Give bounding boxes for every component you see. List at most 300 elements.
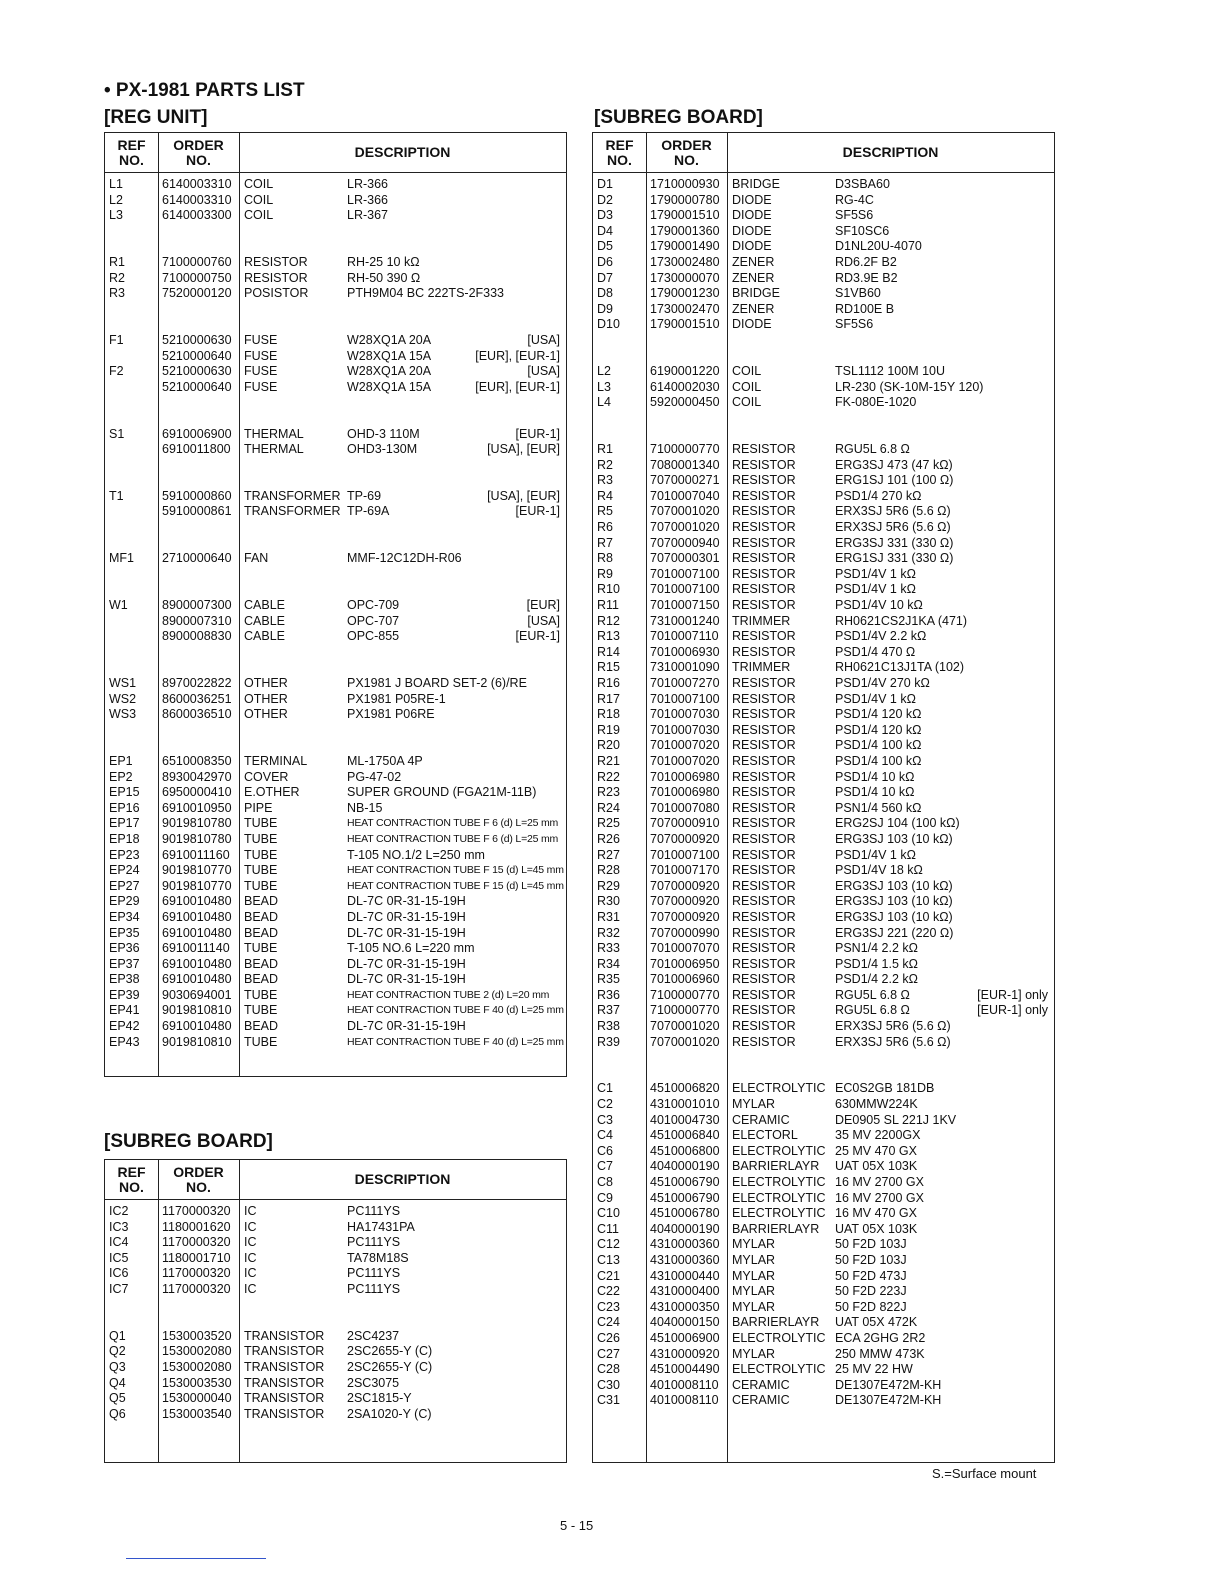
ref-no-cell: WS1: [109, 676, 137, 690]
part-type-cell: BEAD: [244, 972, 279, 987]
order-no-cell: 7010007110: [650, 629, 719, 644]
part-type-cell: TRANSISTOR: [244, 1406, 325, 1421]
part-spec-cell: PSD1/4V 270 kΩ: [835, 676, 930, 690]
order-no-cell: 6910011160: [162, 847, 230, 862]
order-no-cell: 7070001020: [650, 520, 720, 535]
row-spacer: [593, 1050, 1054, 1066]
table-header: [105, 1160, 566, 1200]
part-spec-cell: RGU5L 6.8 Ω: [835, 442, 910, 457]
order-no-cell: 6910010480: [162, 894, 232, 909]
part-type-cell: IC: [244, 1219, 257, 1234]
ref-no-cell: C31: [597, 1393, 620, 1408]
row-spacer: [105, 645, 566, 661]
order-no-cell: 4310000920: [650, 1346, 720, 1361]
order-no-cell: 9019810770: [162, 863, 232, 878]
row-spacer: [593, 333, 1054, 349]
ref-no-cell: EP16: [109, 800, 140, 815]
ref-no-cell: C1: [597, 1081, 613, 1096]
row-spacer: [105, 567, 566, 583]
table-row: [593, 582, 1054, 598]
part-type-cell: RESISTOR: [732, 644, 796, 659]
order-no-cell: 7070000920: [650, 831, 720, 846]
part-spec-cell: PG-47-02: [347, 769, 402, 784]
table-row: [593, 1128, 1054, 1144]
table-row: [593, 785, 1054, 801]
row-spacer: [105, 224, 566, 240]
table-row: [105, 941, 566, 957]
part-type-cell: TUBE: [244, 863, 278, 878]
order-no-cell: 7010006980: [650, 769, 720, 784]
part-type-cell: FUSE: [244, 379, 278, 394]
part-spec-cell: PSD1/4V 10 kΩ: [835, 598, 923, 613]
ref-no-cell: R28: [597, 863, 620, 878]
part-type-cell: RESISTOR: [732, 894, 796, 909]
part-type-cell: MYLAR: [732, 1252, 776, 1267]
ref-no-cell: EP42: [109, 1019, 140, 1034]
row-spacer: [105, 458, 566, 474]
order-no-cell: 4310000360: [650, 1252, 720, 1267]
ref-no-cell: EP41: [109, 1003, 140, 1018]
part-type-cell: DIODE: [732, 192, 772, 207]
table-row: [105, 1019, 566, 1035]
ref-no-cell: R25: [597, 816, 620, 831]
part-type-cell: RESISTOR: [732, 800, 796, 815]
part-spec-cell: RD100E B: [835, 301, 895, 316]
part-spec-cell: ERG1SJ 101 (100 Ω): [835, 473, 954, 488]
order-no-cell: 1710000930: [650, 177, 720, 191]
part-type-cell: IC: [244, 1235, 257, 1250]
part-spec-cell: 2SC4237: [347, 1328, 400, 1343]
part-spec-cell: OPC-707: [347, 613, 400, 628]
table-row: [105, 1344, 566, 1360]
part-spec-cell: TP-69A: [347, 504, 390, 519]
part-spec-cell: T-105 NO.6 L=220 mm: [347, 941, 475, 956]
part-spec-cell: ERG3SJ 103 (10 kΩ): [835, 894, 953, 909]
ref-no-cell: Q5: [109, 1391, 126, 1406]
part-spec-cell: OPC-855: [347, 629, 400, 644]
table-row: [593, 645, 1054, 661]
order-no-cell: 6910010480: [162, 956, 232, 971]
part-spec-cell: UAT 05X 103K: [835, 1221, 918, 1236]
order-no-cell: 4040000150: [650, 1315, 720, 1330]
part-type-cell: RESISTOR: [732, 488, 796, 503]
ref-no-cell: C10: [597, 1206, 620, 1221]
table-row: [593, 551, 1054, 567]
order-no-cell: 5210000630: [162, 332, 232, 347]
table-row: [105, 1376, 566, 1392]
part-spec-cell: 50 F2D 473J: [835, 1268, 907, 1283]
table-row: [593, 1144, 1054, 1160]
part-type-cell: FAN: [244, 551, 269, 566]
part-type-cell: RESISTOR: [732, 457, 796, 472]
order-no-cell: 8970022822: [162, 676, 232, 690]
order-no-cell: 1180001710: [162, 1250, 231, 1265]
row-spacer: [105, 395, 566, 411]
part-type-cell: MYLAR: [732, 1346, 776, 1361]
ref-no-cell: C3: [597, 1112, 613, 1127]
ref-no-cell: L4: [597, 395, 611, 410]
table-row: [105, 614, 566, 630]
part-type-cell: TUBE: [244, 816, 278, 831]
part-spec-cell: PTH9M04 BC 222TS-2F333: [347, 286, 505, 301]
table-row: [593, 1378, 1054, 1394]
table-row: [105, 1266, 566, 1282]
order-no-cell: 4040000190: [650, 1159, 720, 1174]
table-row: [105, 707, 566, 723]
part-type-cell: BEAD: [244, 956, 279, 971]
table-row: [593, 1300, 1054, 1316]
part-type-cell: RESISTOR: [732, 442, 796, 457]
row-spacer: [105, 582, 566, 598]
order-no-cell: 7010007100: [650, 847, 720, 862]
part-type-cell: RESISTOR: [732, 598, 796, 613]
table-row: [593, 458, 1054, 474]
ref-no-cell: IC7: [109, 1281, 129, 1296]
part-spec-cell: ML-1750A 4P: [347, 753, 423, 768]
table-header: [593, 133, 1054, 173]
part-spec-cell: UAT 05X 472K: [835, 1315, 918, 1330]
table-row: [593, 567, 1054, 583]
table-row: [593, 193, 1054, 209]
table-row: [105, 1360, 566, 1376]
table-row: [593, 910, 1054, 926]
ref-no-cell: F2: [109, 364, 124, 379]
ref-no-cell: D7: [597, 270, 613, 285]
order-no-cell: 6140003310: [162, 192, 232, 207]
table-row: [105, 972, 566, 988]
part-type-cell: BARRIERLAYR: [732, 1159, 820, 1174]
ref-no-cell: C23: [597, 1299, 620, 1314]
part-type-cell: ZENER: [732, 254, 775, 269]
table-row: [105, 988, 566, 1004]
part-spec-cell: PSD1/4 470 Ω: [835, 644, 916, 659]
part-type-cell: RESISTOR: [732, 925, 796, 940]
part-spec-cell: OPC-709: [347, 598, 400, 613]
ref-no-cell: C8: [597, 1175, 613, 1189]
part-type-cell: RESISTOR: [732, 753, 796, 768]
part-spec-cell: PSD1/4V 1 kΩ: [835, 566, 916, 581]
order-no-cell: 1170000320: [162, 1266, 231, 1281]
ref-no-cell: EP37: [109, 956, 140, 971]
table-row: [593, 224, 1054, 240]
order-no-cell: 5210000640: [162, 348, 232, 363]
part-spec-cell: EC0S2GB 181DB: [835, 1081, 935, 1096]
part-spec-cell: HEAT CONTRACTION TUBE F 6 (d) L=25 mm: [347, 817, 559, 830]
part-type-cell: RESISTOR: [244, 270, 308, 285]
order-no-cell: 7010007020: [650, 753, 720, 768]
part-type-cell: CABLE: [244, 613, 285, 628]
order-no-cell: 7070000920: [650, 909, 720, 924]
order-no-cell: 4310000400: [650, 1284, 720, 1299]
table-row: [593, 770, 1054, 786]
order-no-cell: 8600036510: [162, 707, 232, 722]
table-row: [593, 848, 1054, 864]
part-spec-cell: RG-4C: [835, 192, 874, 207]
order-no-cell: 7100000770: [650, 442, 720, 457]
table-row: [105, 863, 566, 879]
order-no-cell: 7010007070: [650, 941, 720, 956]
ref-no-cell: C22: [597, 1284, 620, 1299]
ref-no-cell: R2: [109, 270, 125, 285]
order-no-cell: 6910011140: [162, 941, 230, 956]
part-type-cell: FUSE: [244, 332, 278, 347]
table-row: [105, 598, 566, 614]
part-spec-cell: HEAT CONTRACTION TUBE F 40 (d) L=25 mm: [347, 1035, 564, 1048]
part-spec-cell: RH-50 390 Ω: [347, 270, 421, 285]
order-no-cell: 8930042970: [162, 769, 232, 784]
table-row: [593, 442, 1054, 458]
part-type-cell: TRANSISTOR: [244, 1375, 325, 1390]
part-spec-cell: PX1981 P06RE: [347, 707, 435, 722]
part-type-cell: CERAMIC: [732, 1377, 790, 1392]
part-type-cell: TRIMMER: [732, 613, 791, 628]
part-type-cell: RESISTOR: [732, 785, 796, 800]
version-note-cell: [USA]: [527, 613, 560, 628]
ref-no-cell: IC2: [109, 1204, 129, 1218]
part-type-cell: RESISTOR: [732, 1034, 796, 1049]
part-type-cell: RESISTOR: [732, 878, 796, 893]
ref-no-cell: WS3: [109, 707, 137, 722]
part-type-cell: TUBE: [244, 847, 278, 862]
table-row: [593, 1222, 1054, 1238]
order-no-cell: 4510006790: [650, 1175, 720, 1189]
part-spec-cell: ERX3SJ 5R6 (5.6 Ω): [835, 1019, 951, 1034]
ref-no-cell: R7: [597, 535, 613, 550]
part-type-cell: IC: [244, 1281, 257, 1296]
order-no-cell: 7070001020: [650, 1019, 720, 1034]
part-type-cell: RESISTOR: [732, 566, 796, 581]
ref-no-cell: R21: [597, 753, 620, 768]
order-no-cell: 6910010950: [162, 800, 232, 815]
part-type-cell: TUBE: [244, 1034, 278, 1049]
part-spec-cell: NB-15: [347, 800, 383, 815]
subreg-right-table: [592, 132, 1055, 1463]
ref-no-cell: R37: [597, 1003, 620, 1018]
order-no-cell: 1170000320: [162, 1204, 231, 1218]
table-row: [105, 770, 566, 786]
order-no-cell: 7010006980: [650, 785, 720, 800]
part-type-cell: TRANSISTOR: [244, 1359, 325, 1374]
subreg-right-title: [SUBREG BOARD]: [594, 107, 763, 128]
ref-no-cell: R35: [597, 972, 620, 987]
part-spec-cell: RH0621CS2J1KA (471): [835, 613, 968, 628]
part-type-cell: E.OTHER: [244, 785, 300, 800]
table-header: [105, 133, 566, 173]
ref-no-cell: C9: [597, 1190, 613, 1205]
part-type-cell: TRANSISTOR: [244, 1391, 325, 1406]
part-type-cell: POSISTOR: [244, 286, 309, 301]
row-spacer: [105, 473, 566, 489]
part-type-cell: RESISTOR: [732, 831, 796, 846]
table-row: [105, 333, 566, 349]
row-spacer: [593, 1066, 1054, 1082]
table-row: [593, 754, 1054, 770]
order-no-cell: 7070000940: [650, 535, 720, 550]
row-spacer: [105, 723, 566, 739]
order-no-cell: 6910010480: [162, 909, 232, 924]
part-spec-cell: W28XQ1A 15A: [347, 348, 432, 363]
ref-no-cell: C4: [597, 1128, 613, 1143]
order-no-cell: 7010007100: [650, 566, 720, 581]
order-no-cell: 5910000861: [162, 504, 232, 519]
ref-no-cell: EP1: [109, 753, 133, 768]
part-spec-cell: 2SC2655-Y (C): [347, 1359, 433, 1374]
ref-no-cell: D4: [597, 223, 613, 238]
ref-no-cell: Q2: [109, 1344, 126, 1359]
part-spec-cell: RGU5L 6.8 Ω: [835, 987, 910, 1002]
version-note-cell: [USA]: [527, 332, 560, 347]
ref-no-cell: R20: [597, 738, 620, 753]
part-spec-cell: 630MMW224K: [835, 1097, 918, 1112]
part-type-cell: MYLAR: [732, 1268, 776, 1283]
part-type-cell: IC: [244, 1250, 257, 1265]
table-row: [593, 1035, 1054, 1051]
table-row: [105, 926, 566, 942]
ref-no-cell: D5: [597, 239, 613, 254]
table-row: [105, 1003, 566, 1019]
part-spec-cell: TSL1112 100M 10U: [835, 364, 946, 379]
part-type-cell: DIODE: [732, 208, 772, 223]
part-spec-cell: PSD1/4 10 kΩ: [835, 785, 915, 800]
part-spec-cell: ERG1SJ 331 (330 Ω): [835, 551, 954, 566]
table-row: [105, 349, 566, 365]
header-ref-no: REF NO.: [117, 136, 146, 168]
part-type-cell: RESISTOR: [732, 847, 796, 862]
ref-no-cell: R31: [597, 909, 620, 924]
ref-no-cell: EP43: [109, 1034, 140, 1049]
part-type-cell: THERMAL: [244, 426, 304, 441]
part-type-cell: RESISTOR: [732, 941, 796, 956]
table-row: [593, 1019, 1054, 1035]
part-spec-cell: ERG3SJ 103 (10 kΩ): [835, 878, 953, 893]
ref-no-cell: D1: [597, 177, 613, 191]
part-spec-cell: DL-7C 0R-31-15-19H: [347, 894, 466, 909]
table-row: [593, 504, 1054, 520]
table-row: [105, 801, 566, 817]
part-spec-cell: DL-7C 0R-31-15-19H: [347, 1019, 466, 1034]
table-row: [105, 208, 566, 224]
part-spec-cell: T-105 NO.1/2 L=250 mm: [347, 847, 485, 862]
part-spec-cell: ERG3SJ 103 (10 kΩ): [835, 909, 953, 924]
part-type-cell: COVER: [244, 769, 289, 784]
part-spec-cell: ECA 2GHG 2R2: [835, 1330, 926, 1345]
order-no-cell: 1790001510: [650, 208, 720, 223]
order-no-cell: 7100000760: [162, 254, 232, 269]
order-no-cell: 6140003300: [162, 208, 232, 223]
table-row: [593, 1237, 1054, 1253]
row-spacer: [105, 660, 566, 676]
part-type-cell: RESISTOR: [732, 520, 796, 535]
ref-no-cell: R4: [597, 488, 613, 503]
order-no-cell: 6140003310: [162, 177, 232, 191]
table-row: [593, 926, 1054, 942]
ref-no-cell: T1: [109, 488, 124, 503]
order-no-cell: 4510006780: [650, 1206, 720, 1221]
order-no-cell: 1790001230: [650, 286, 720, 301]
order-no-cell: 4510006840: [650, 1128, 720, 1143]
part-spec-cell: PC111YS: [347, 1204, 401, 1218]
table-row: [593, 614, 1054, 630]
reg-unit-title: [REG UNIT]: [104, 107, 208, 128]
ref-no-cell: EP38: [109, 972, 140, 987]
table-row: [593, 832, 1054, 848]
ref-no-cell: L3: [597, 379, 611, 394]
part-spec-cell: PSD1/4V 1 kΩ: [835, 582, 916, 597]
order-no-cell: 1790000780: [650, 192, 720, 207]
table-row: [593, 816, 1054, 832]
table-row: [105, 816, 566, 832]
order-no-cell: 6190001220: [650, 364, 720, 379]
table-row: [105, 255, 566, 271]
order-no-cell: 5210000630: [162, 364, 232, 379]
header-order-no: ORDER NO.: [173, 1163, 224, 1195]
table-row: [593, 988, 1054, 1004]
ref-no-cell: EP34: [109, 909, 140, 924]
order-no-cell: 1180001620: [162, 1219, 231, 1234]
ref-no-cell: EP35: [109, 925, 140, 940]
ref-no-cell: R32: [597, 925, 620, 940]
part-spec-cell: 250 MMW 473K: [835, 1346, 925, 1361]
table-row: [105, 551, 566, 567]
part-type-cell: COIL: [732, 379, 762, 394]
table-row: [105, 442, 566, 458]
part-type-cell: CABLE: [244, 629, 285, 644]
table-row: [593, 302, 1054, 318]
part-spec-cell: ERG3SJ 473 (47 kΩ): [835, 457, 953, 472]
row-spacer: [593, 349, 1054, 365]
part-spec-cell: PSD1/4 120 kΩ: [835, 722, 922, 737]
order-no-cell: 9019810780: [162, 831, 232, 846]
order-no-cell: 1730002480: [650, 254, 720, 269]
part-type-cell: RESISTOR: [732, 629, 796, 644]
row-spacer: [593, 427, 1054, 443]
order-no-cell: 7520000120: [162, 286, 232, 301]
table-row: [593, 177, 1054, 193]
ref-no-cell: R22: [597, 769, 620, 784]
ref-no-cell: R15: [597, 660, 620, 675]
table-row: [593, 894, 1054, 910]
part-spec-cell: DE1307E472M-KH: [835, 1393, 942, 1408]
table-row: [105, 957, 566, 973]
order-no-cell: 6910011800: [162, 442, 231, 457]
part-type-cell: BEAD: [244, 909, 279, 924]
version-note-cell: [USA], [EUR]: [487, 442, 560, 457]
ref-no-cell: R3: [597, 473, 613, 488]
part-type-cell: IC: [244, 1204, 257, 1218]
part-spec-cell: 2SC3075: [347, 1375, 400, 1390]
order-no-cell: 6510008350: [162, 753, 232, 768]
table-row: [593, 707, 1054, 723]
header-ref-no: REF NO.: [117, 1163, 146, 1195]
part-type-cell: DIODE: [732, 223, 772, 238]
part-type-cell: RESISTOR: [732, 909, 796, 924]
part-type-cell: FUSE: [244, 364, 278, 379]
ref-no-cell: Q3: [109, 1359, 126, 1374]
part-spec-cell: PSD1/4 1.5 kΩ: [835, 956, 918, 971]
table-row: [105, 1282, 566, 1298]
table-row: [105, 1035, 566, 1051]
part-type-cell: ELECTROLYTIC: [732, 1143, 826, 1158]
part-spec-cell: OHD-3 110M: [347, 426, 420, 441]
order-no-cell: 7010006930: [650, 644, 720, 659]
ref-no-cell: IC4: [109, 1235, 129, 1250]
part-spec-cell: 16 MV 2700 GX: [835, 1175, 924, 1189]
subreg-left-title: [SUBREG BOARD]: [104, 1131, 273, 1152]
order-no-cell: 7070000920: [650, 894, 720, 909]
part-type-cell: RESISTOR: [732, 769, 796, 784]
version-note-cell: [EUR-1]: [515, 629, 560, 644]
part-type-cell: BEAD: [244, 1019, 279, 1034]
